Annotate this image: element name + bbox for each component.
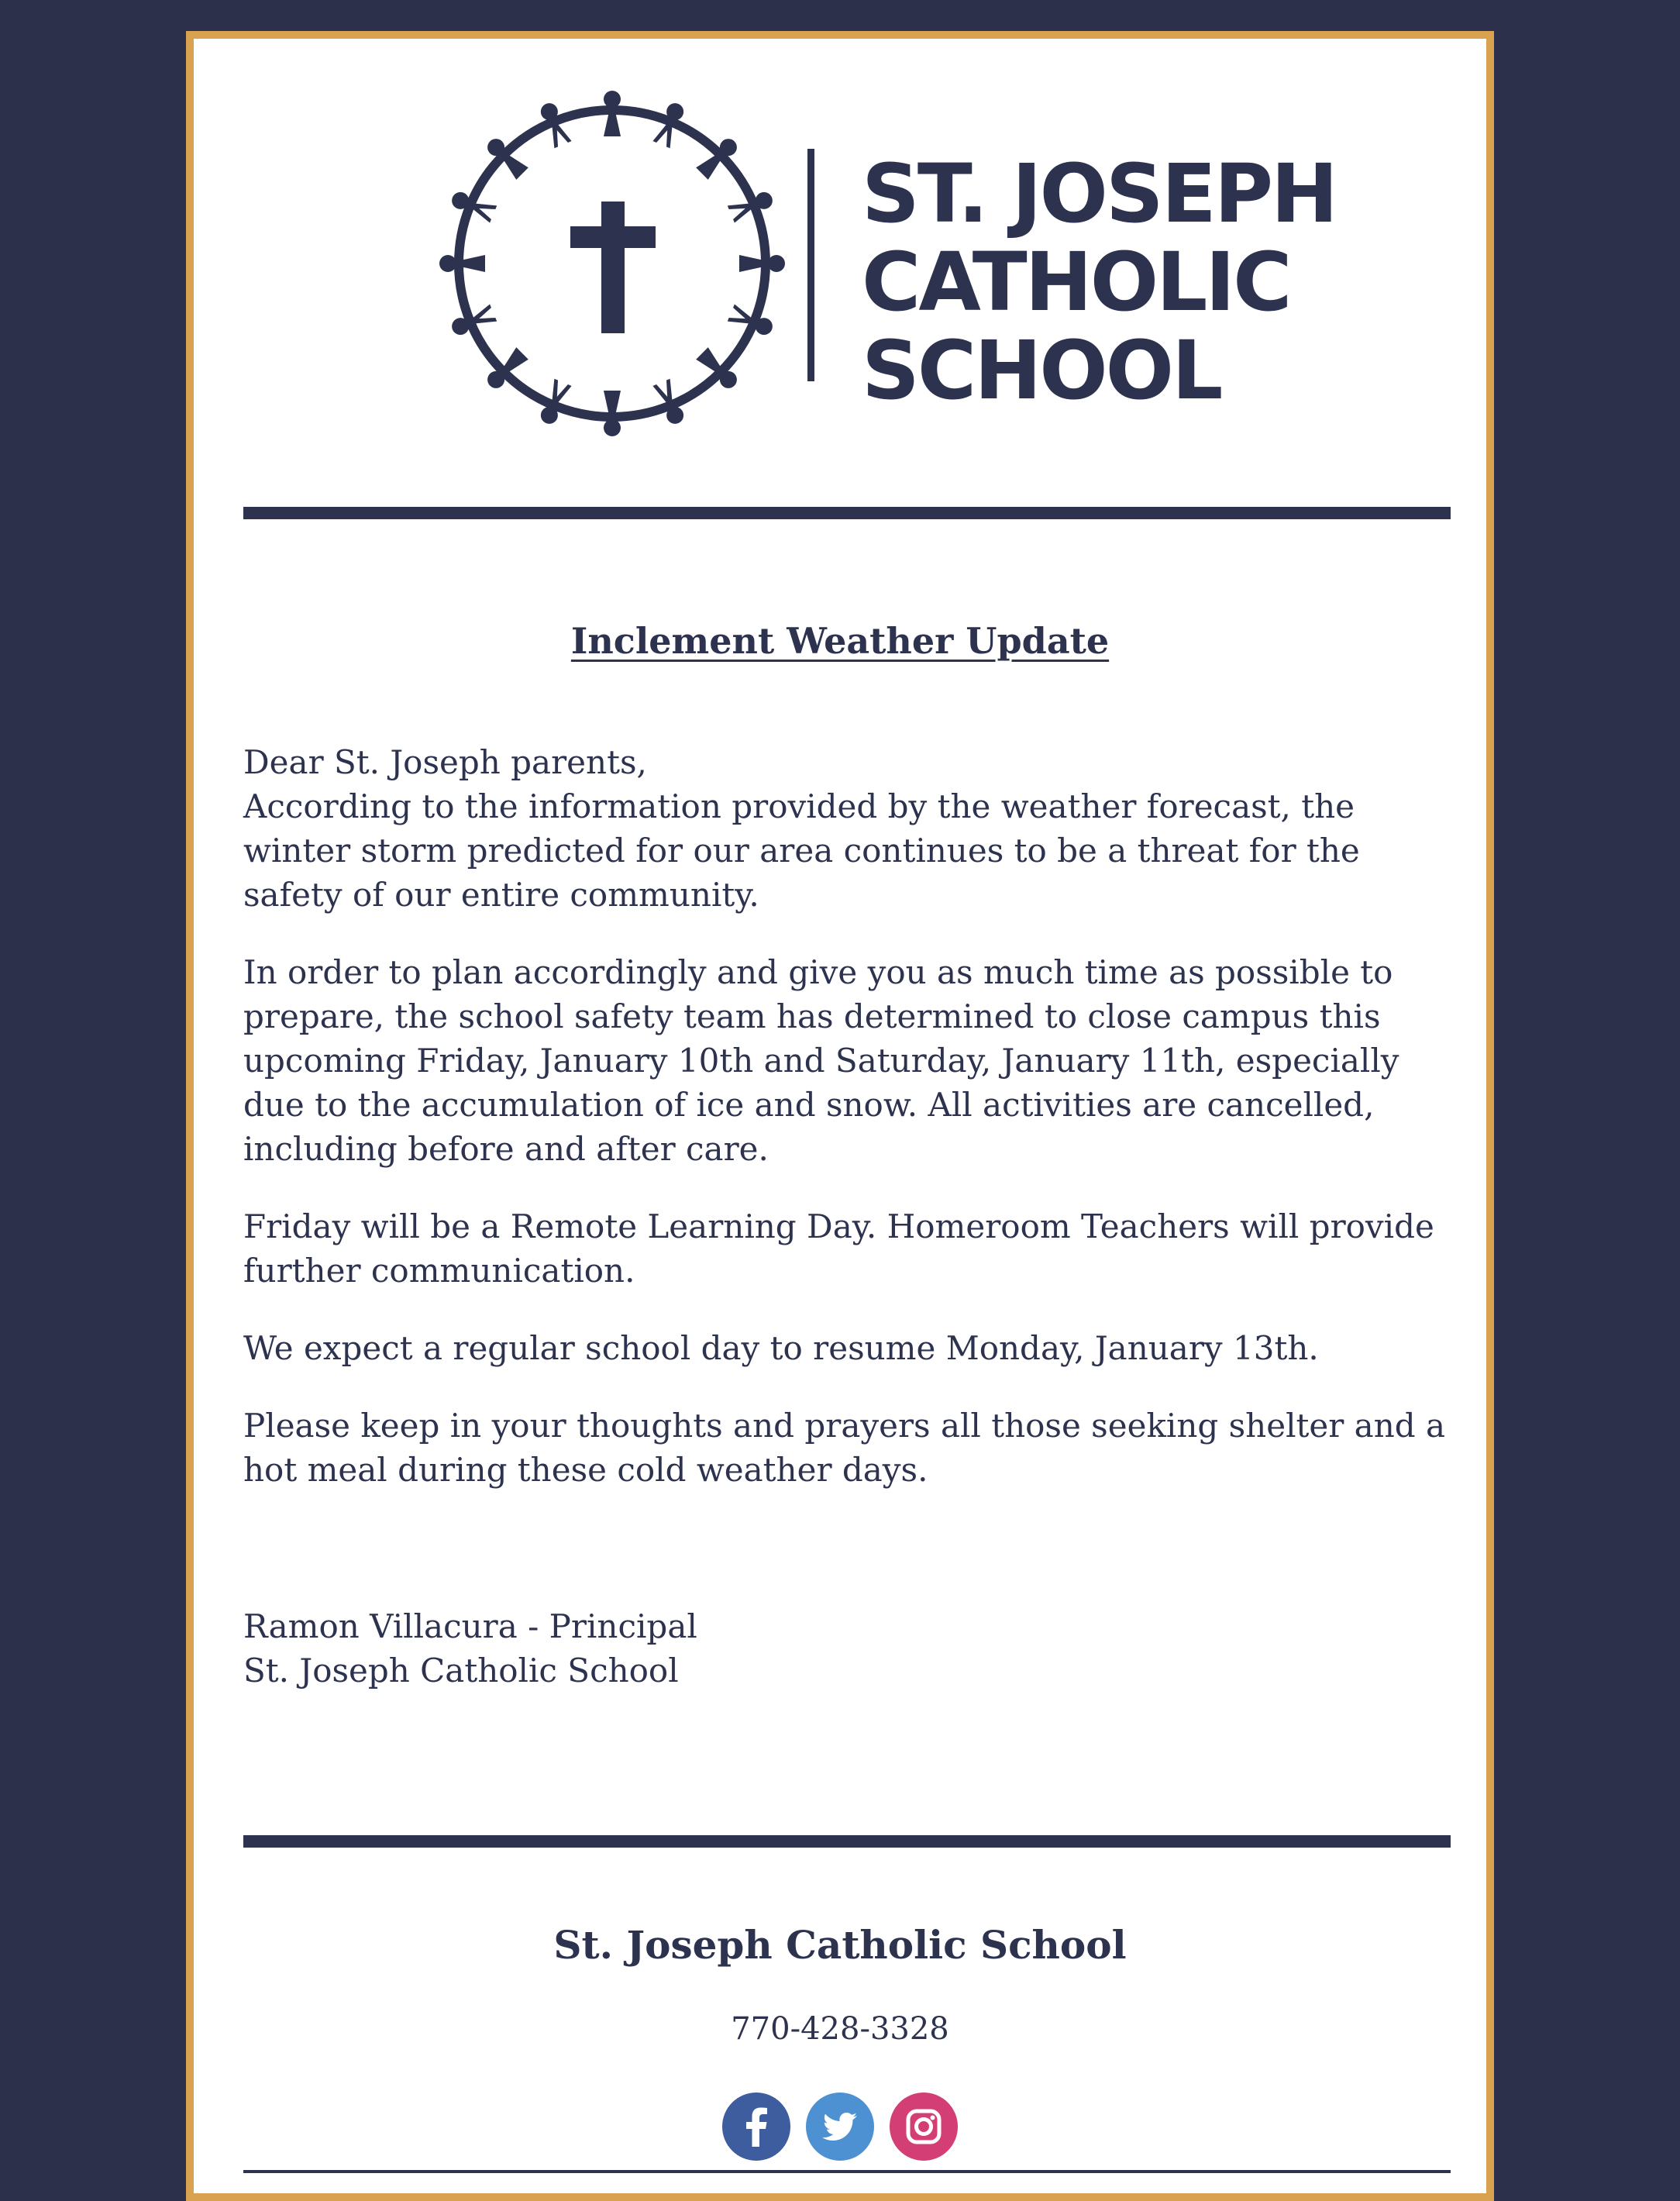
twitter-icon xyxy=(806,2092,874,2161)
twitter-link[interactable] xyxy=(806,2092,874,2161)
footer-divider xyxy=(243,1835,1451,1848)
facebook-icon xyxy=(722,2092,790,2161)
letter-body xyxy=(243,740,1452,1525)
newsletter-card xyxy=(186,31,1494,2201)
school-logo xyxy=(194,39,1486,473)
logo-line-1: ST. JOSEPH xyxy=(862,146,1337,241)
footer-school-name: St. Joseph Catholic School xyxy=(553,1922,1127,1968)
signature-name: Ramon Villacura - Principal xyxy=(243,1607,697,1645)
logo-line-3: SCHOOL xyxy=(862,323,1221,418)
instagram-icon xyxy=(890,2092,958,2161)
footer-phone[interactable]: 770-428-3328 xyxy=(731,2011,949,2047)
signature-org: St. Joseph Catholic School xyxy=(243,1652,679,1690)
letter-title: Inclement Weather Update xyxy=(570,620,1110,662)
logo-line-2: CATHOLIC xyxy=(862,235,1290,329)
salutation: Dear St. Joseph parents, xyxy=(243,743,647,781)
people-circle-icon xyxy=(439,91,785,436)
paragraph-2: In order to plan accordingly and give you as much time as possible to prepare, the school safety team has determined to close campus this upcoming Friday, January 10th and Saturday, January 11th, especially due to the accumulation of ice and snow. All activities are cancelled, including before and after care. xyxy=(243,953,1399,1168)
instagram-link[interactable] xyxy=(890,2092,958,2161)
paragraph-1: According to the information provided by the weather forecast, the winter storm predicted for our area continues to be a threat for the safety of our entire community. xyxy=(243,787,1360,914)
bottom-divider xyxy=(243,2170,1451,2173)
header-divider xyxy=(243,507,1451,519)
paragraph-3: Friday will be a Remote Learning Day. Homeroom Teachers will provide further communication. xyxy=(243,1207,1434,1290)
social-links xyxy=(194,2092,1486,2161)
paragraph-5: Please keep in your thoughts and prayers all those seeking shelter and a hot meal during these cold weather days. xyxy=(243,1407,1446,1489)
paragraph-4: We expect a regular school day to resume Monday, January 13th. xyxy=(243,1329,1319,1367)
signature xyxy=(243,1604,697,1693)
facebook-link[interactable] xyxy=(722,2092,790,2161)
